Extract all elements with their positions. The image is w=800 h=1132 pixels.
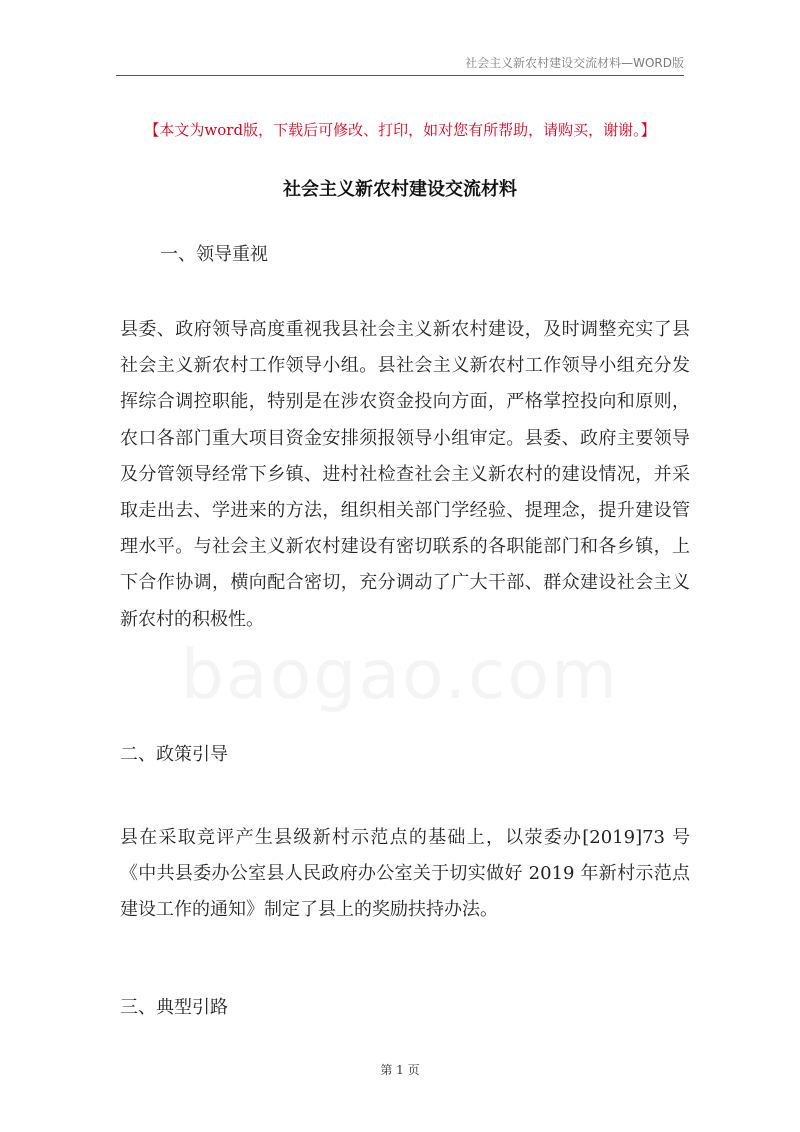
watermark — [0, 636, 800, 715]
document-title: 社会主义新农村建设交流材料 — [283, 179, 517, 200]
section-paragraph-policy: 县在采取竞评产生县级新村示范点的基础上，以荥委办[2019]73 号《中共县委办公室县人民政府办公室关于切实做好 2019 年新村示范点建设工作的通知》制定了县上的奖励扶持办法。 — [120, 827, 690, 921]
section-paragraph-leadership: 县委、政府领导高度重视我县社会主义新农村建设，及时调整充实了县社会主义新农村工作领导小组。县社会主义新农村工作领导小组充分发挥综合调控职能，特别是在涉农资金投向方面，严格掌控投向和原则，农口各部门重大项目资金安排须报领导小组审定。县委、政府主要领导及分管领导经常下乡镇、进村社检查社会主义新农村的建设情况，并采取走出去、学进来的方法，组织相关部门学经验、提理念，提升建设管理水平。与社会主义新农村建设有密切联系的各职能部门和各乡镇，上下合作协调，横向配合密切，充分调动了广大干部、群众建设社会主义新农村的积极性。 — [120, 319, 690, 630]
header-divider — [116, 75, 684, 76]
purchase-notice: 【本文为word版，下载后可修改、打印，如对您有所帮助，请购买，谢谢。】 — [144, 121, 656, 139]
section-heading-leadership: 一、领导重视 — [160, 244, 268, 265]
section-heading-policy: 二、政策引导 — [120, 744, 228, 765]
running-header: 社会主义新农村建设交流材料—WORD版 — [465, 56, 684, 70]
section-heading-model: 三、典型引路 — [120, 997, 228, 1018]
page-number: 第 1 页 — [380, 1063, 420, 1077]
